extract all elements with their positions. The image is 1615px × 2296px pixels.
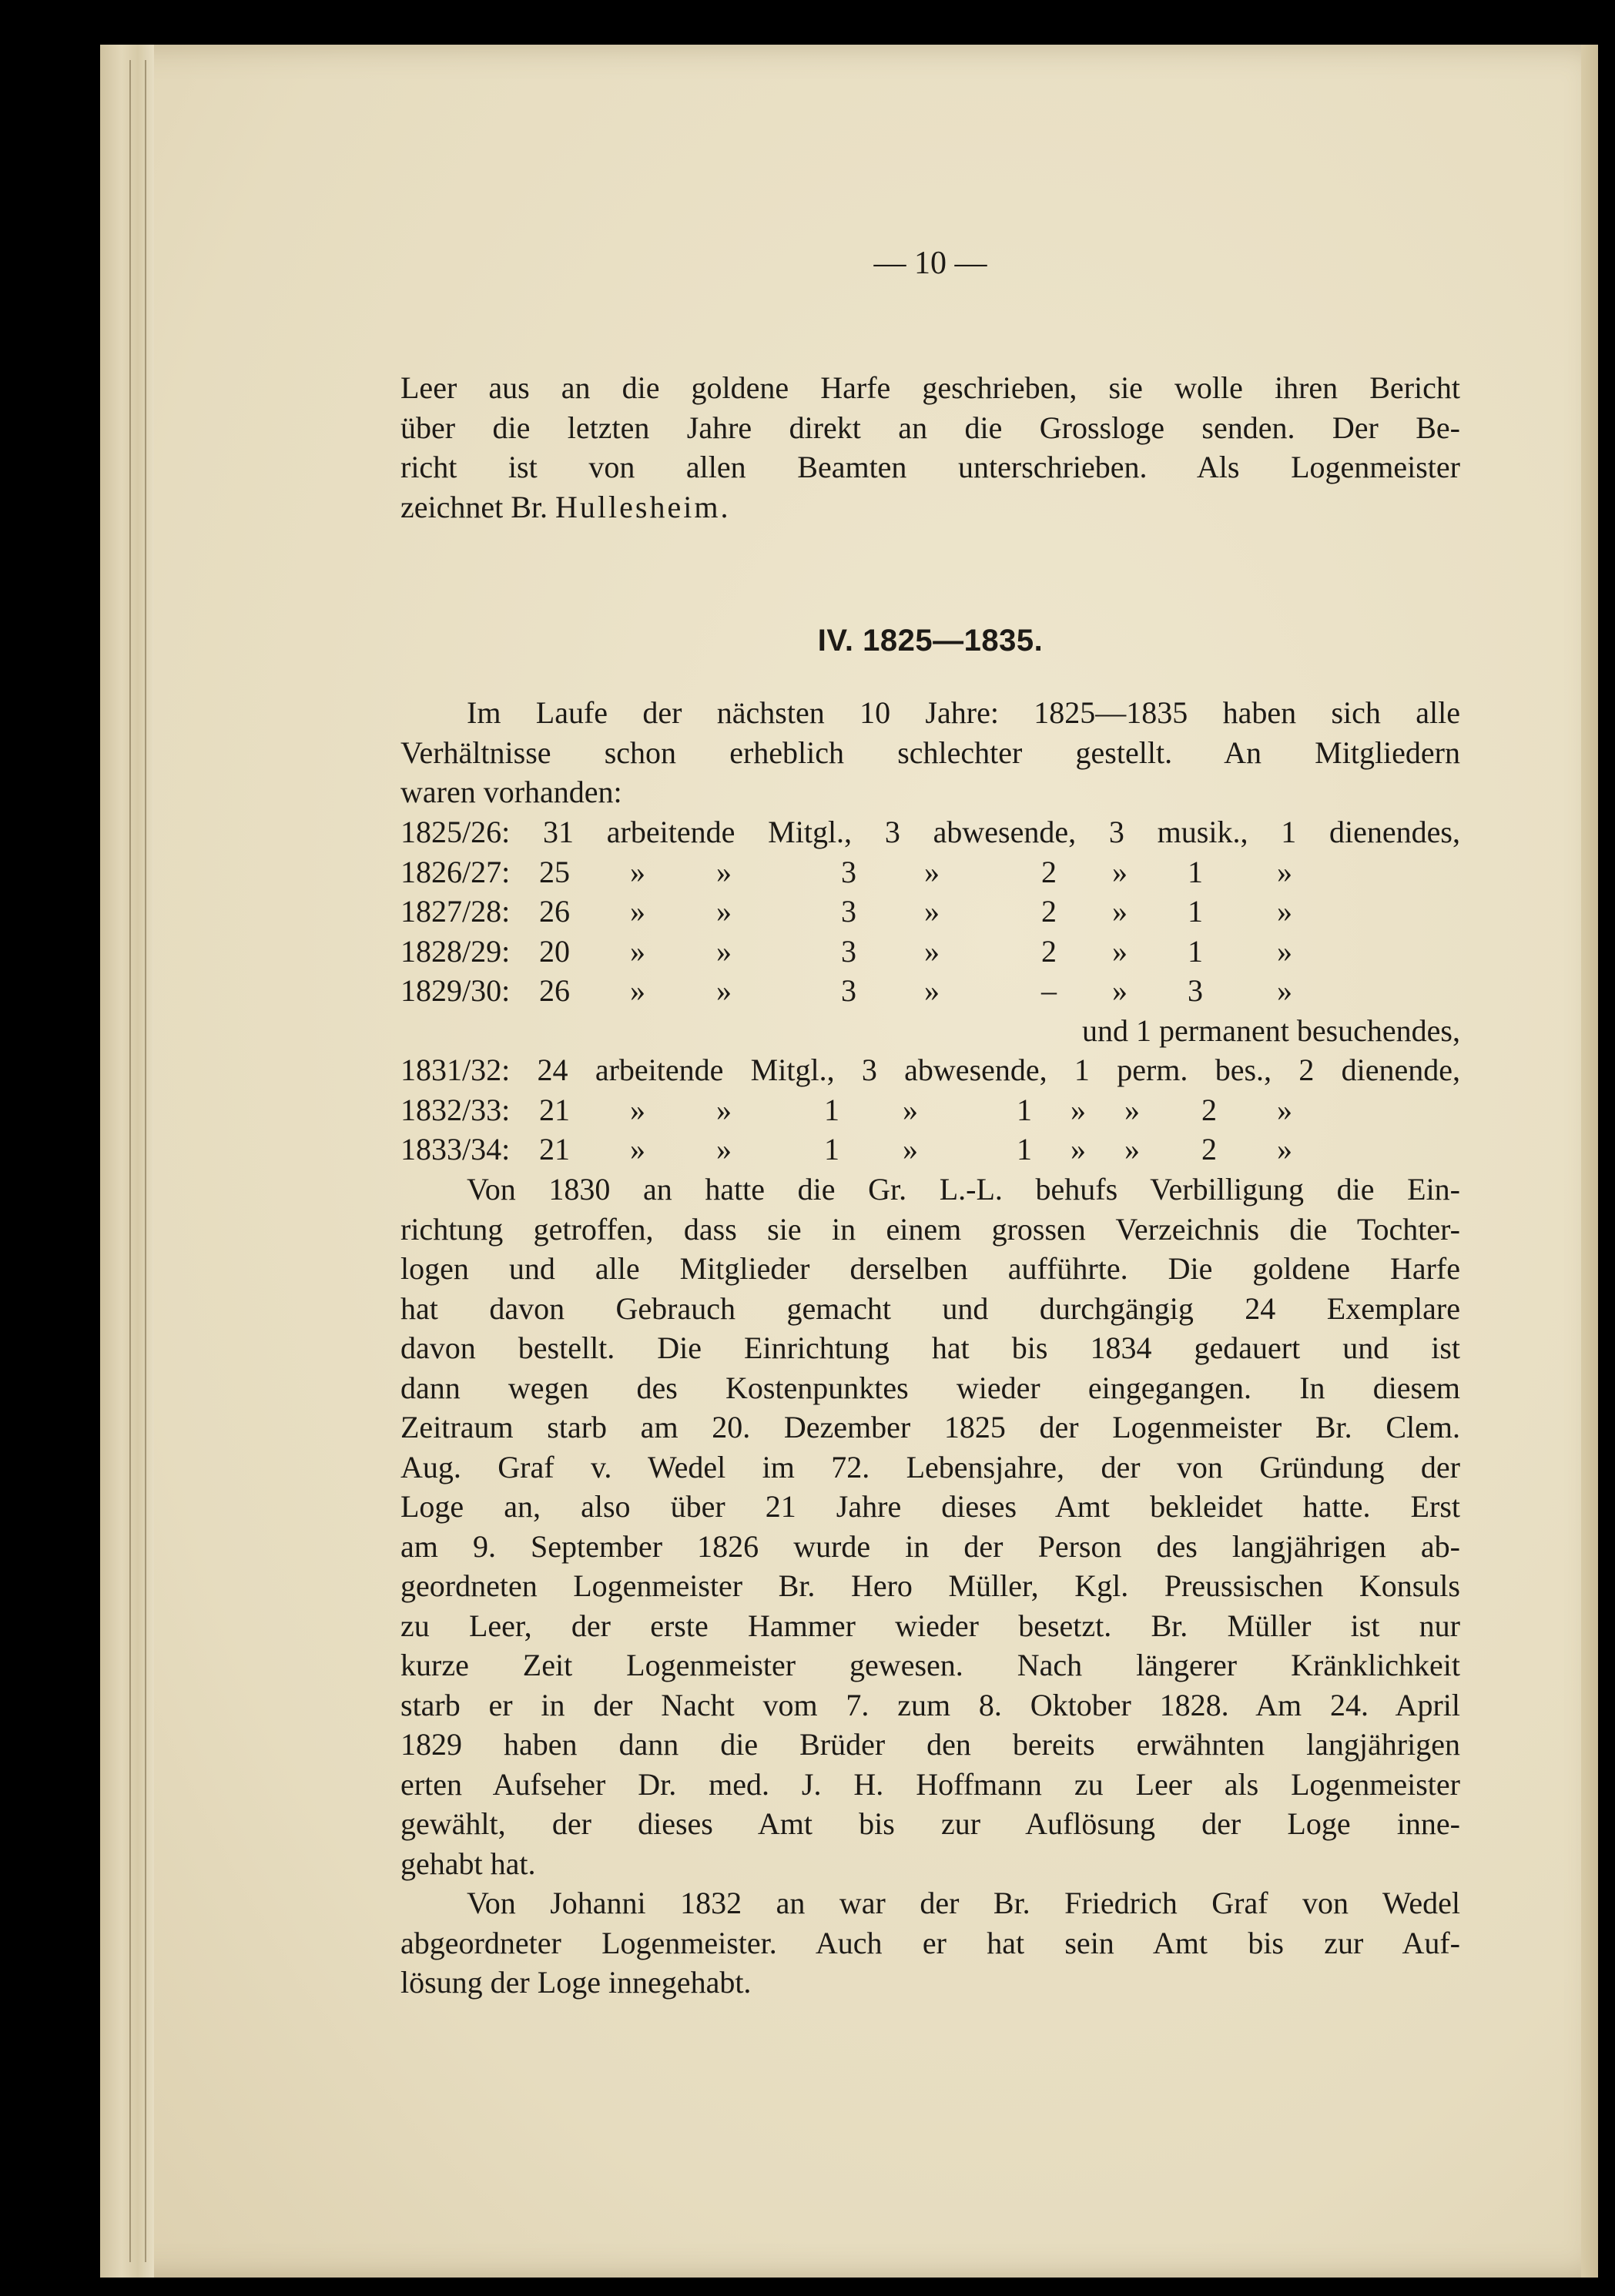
text-line: Zeitraum starb am 20. Dezember 1825 der Logenmeister Br. Clem. xyxy=(400,1410,1460,1444)
table-note: und 1 permanent besuchendes, xyxy=(1082,1012,1460,1048)
text-line: geordneten Logenmeister Br. Hero Müller, Kgl. Preussischen Konsuls xyxy=(400,1568,1460,1603)
section-intro-paragraph xyxy=(400,693,1460,812)
page-edge xyxy=(1581,45,1598,2278)
ditto-mark: » xyxy=(630,894,645,929)
table-row xyxy=(400,1130,1460,1170)
text-line: richt ist von allen Beamten unterschrieben. Als Logenmeister xyxy=(400,450,1460,484)
count-cell: 1 xyxy=(1188,854,1203,889)
text-line: abgeordneter Logenmeister. Auch er hat sein Amt bis zur Auf- xyxy=(400,1925,1460,1960)
count-cell: 3 xyxy=(841,894,856,929)
text-line: gewählt, der dieses Amt bis zur Auflösung der Loge inne- xyxy=(400,1806,1460,1841)
person-name: Hullesheim. xyxy=(555,489,731,524)
text-line: erten Aufseher Dr. med. J. H. Hoffmann zu Leer als Logenmeister xyxy=(400,1766,1460,1802)
paragraph xyxy=(400,1170,1460,1883)
count-cell: 2 xyxy=(1041,933,1057,969)
count-cell: 1 xyxy=(1188,894,1203,929)
table-row xyxy=(400,892,1460,932)
count-cell: 25 xyxy=(539,854,570,889)
binding-line xyxy=(129,60,131,2262)
count-cell: 2 xyxy=(1201,1092,1217,1127)
text-line: zu Leer, der erste Hammer wieder besetzt. Br. Müller ist nur xyxy=(400,1608,1460,1643)
ditto-mark: » xyxy=(1071,1092,1086,1127)
ditto-mark: » xyxy=(716,894,732,929)
ditto-mark: » xyxy=(630,1092,645,1127)
count-cell: 3 xyxy=(841,933,856,969)
paragraph xyxy=(400,1883,1460,2003)
ditto-mark: » xyxy=(924,933,940,969)
count-cell: 26 xyxy=(539,894,570,929)
table-row-text: 1831/32: 24 arbeitende Mitgl., 3 abwesende, 1 perm. bes., 2 dienende, xyxy=(400,1053,1460,1087)
ditto-mark: » xyxy=(630,973,645,1008)
text-line: Im Laufe der nächsten 10 Jahre: 1825—1835 haben sich alle xyxy=(467,695,1460,730)
text-line: logen und alle Mitglieder derselben aufführte. Die goldene Harfe xyxy=(400,1251,1460,1286)
ditto-mark: » xyxy=(1277,933,1292,969)
ditto-mark: » xyxy=(716,1132,732,1166)
year-cell: 1826/27: xyxy=(400,854,511,889)
ditto-mark: » xyxy=(716,933,732,969)
table-row xyxy=(400,1090,1460,1130)
table-row xyxy=(400,812,1460,852)
count-cell: 1 xyxy=(1017,1132,1032,1166)
count-cell: 21 xyxy=(539,1092,570,1127)
ditto-mark: » xyxy=(1277,854,1292,889)
count-cell: 2 xyxy=(1041,894,1057,929)
text-line: Aug. Graf v. Wedel im 72. Lebensjahre, der von Gründung der xyxy=(400,1449,1460,1484)
ditto-mark: » xyxy=(1277,973,1292,1008)
text-line: über die letzten Jahre direkt an die Grossloge senden. Der Be- xyxy=(400,410,1460,445)
count-cell: 1 xyxy=(1188,933,1203,969)
text-line: starb er in der Nacht vom 7. zum 8. Oktober 1828. Am 24. April xyxy=(400,1687,1460,1722)
ditto-mark: » xyxy=(924,894,940,929)
text-line: Verhältnisse schon erheblich schlechter gestellt. An Mitgliedern xyxy=(400,735,1460,770)
ditto-mark: » xyxy=(1277,1132,1292,1166)
count-cell: 3 xyxy=(841,854,856,889)
book-page xyxy=(100,45,1598,2278)
text-line: richtung getroffen, dass sie in einem grossen Verzeichnis die Tochter- xyxy=(400,1211,1460,1247)
ditto-mark: » xyxy=(716,973,732,1008)
text-line: Von 1830 an hatte die Gr. L.-L. behufs Verbilligung die Ein- xyxy=(467,1172,1460,1207)
year-cell: 1833/34: xyxy=(400,1132,511,1166)
count-cell: 21 xyxy=(539,1132,570,1166)
text-line xyxy=(400,487,1460,527)
ditto-mark: » xyxy=(924,854,940,889)
ditto-mark: » xyxy=(1277,1092,1292,1127)
table-row-text: 1825/26: 31 arbeitende Mitgl., 3 abwesende, 3 musik., 1 dienendes, xyxy=(400,815,1460,849)
text-line: 1829 haben dann die Brüder den bereits erwähnten langjährigen xyxy=(400,1727,1460,1762)
text-line: dann wegen des Kostenpunktes wieder eingegangen. In diesem xyxy=(400,1370,1460,1405)
ditto-mark: » xyxy=(1071,1132,1086,1166)
section-heading: IV. 1825—1835. xyxy=(817,624,1044,658)
members-table xyxy=(400,812,1460,1170)
ditto-mark: » xyxy=(716,854,732,889)
ditto-mark: » xyxy=(924,973,940,1008)
text-line: lösung der Loge innegehabt. xyxy=(400,1965,752,2000)
intro-paragraph xyxy=(400,368,1460,527)
year-cell: 1828/29: xyxy=(400,933,511,969)
ditto-mark: » xyxy=(716,1092,732,1127)
table-row xyxy=(400,932,1460,972)
ditto-mark: » xyxy=(903,1092,918,1127)
count-cell: 3 xyxy=(841,973,856,1008)
table-row xyxy=(400,1011,1460,1051)
text-line: am 9. September 1826 wurde in der Person des langjährigen ab- xyxy=(400,1528,1460,1564)
ditto-mark: » xyxy=(630,933,645,969)
ditto-mark: » xyxy=(1277,894,1292,929)
count-cell: 3 xyxy=(1188,973,1203,1008)
page-number: — 10 — xyxy=(873,246,987,281)
text-line: davon bestellt. Die Einrichtung hat bis 1834 gedauert und ist xyxy=(400,1330,1460,1365)
ditto-mark: » xyxy=(1112,973,1127,1008)
count-cell: 20 xyxy=(539,933,570,969)
count-cell: 2 xyxy=(1041,854,1057,889)
ditto-mark: » xyxy=(903,1132,918,1166)
text-line: Loge an, also über 21 Jahre dieses Amt bekleidet hatte. Erst xyxy=(400,1489,1460,1524)
count-cell: 1 xyxy=(824,1092,839,1127)
ditto-mark: » xyxy=(1112,933,1127,969)
count-cell: 1 xyxy=(824,1132,839,1166)
text-line: gehabt hat. xyxy=(400,1846,536,1881)
ditto-mark: » xyxy=(630,1132,645,1166)
binding-line xyxy=(145,60,146,2262)
text-fragment: zeichnet Br. xyxy=(400,489,556,524)
table-row xyxy=(400,852,1460,892)
page-binding xyxy=(100,45,154,2278)
text-line: kurze Zeit Logenmeister gewesen. Nach längerer Kränklichkeit xyxy=(400,1648,1460,1682)
count-cell: 26 xyxy=(539,973,570,1008)
ditto-mark: » xyxy=(1112,894,1127,929)
table-row xyxy=(400,971,1460,1011)
ditto-mark: » xyxy=(1112,854,1127,889)
year-cell: 1832/33: xyxy=(400,1092,511,1127)
ditto-mark: » xyxy=(1124,1132,1140,1166)
count-cell: – xyxy=(1041,973,1057,1008)
count-cell: 2 xyxy=(1201,1132,1217,1166)
table-row xyxy=(400,1050,1460,1090)
text-line: Leer aus an die goldene Harfe geschrieben, sie wolle ihren Bericht xyxy=(400,370,1460,405)
count-cell: 1 xyxy=(1017,1092,1032,1127)
text-line: Von Johanni 1832 an war der Br. Friedrich Graf von Wedel xyxy=(467,1886,1460,1920)
text-line: hat davon Gebrauch gemacht und durchgängig 24 Exemplare xyxy=(400,1290,1460,1326)
ditto-mark: » xyxy=(1124,1092,1140,1127)
year-cell: 1829/30: xyxy=(400,973,511,1008)
text-line: waren vorhanden: xyxy=(400,775,622,809)
ditto-mark: » xyxy=(630,854,645,889)
year-cell: 1827/28: xyxy=(400,894,511,929)
